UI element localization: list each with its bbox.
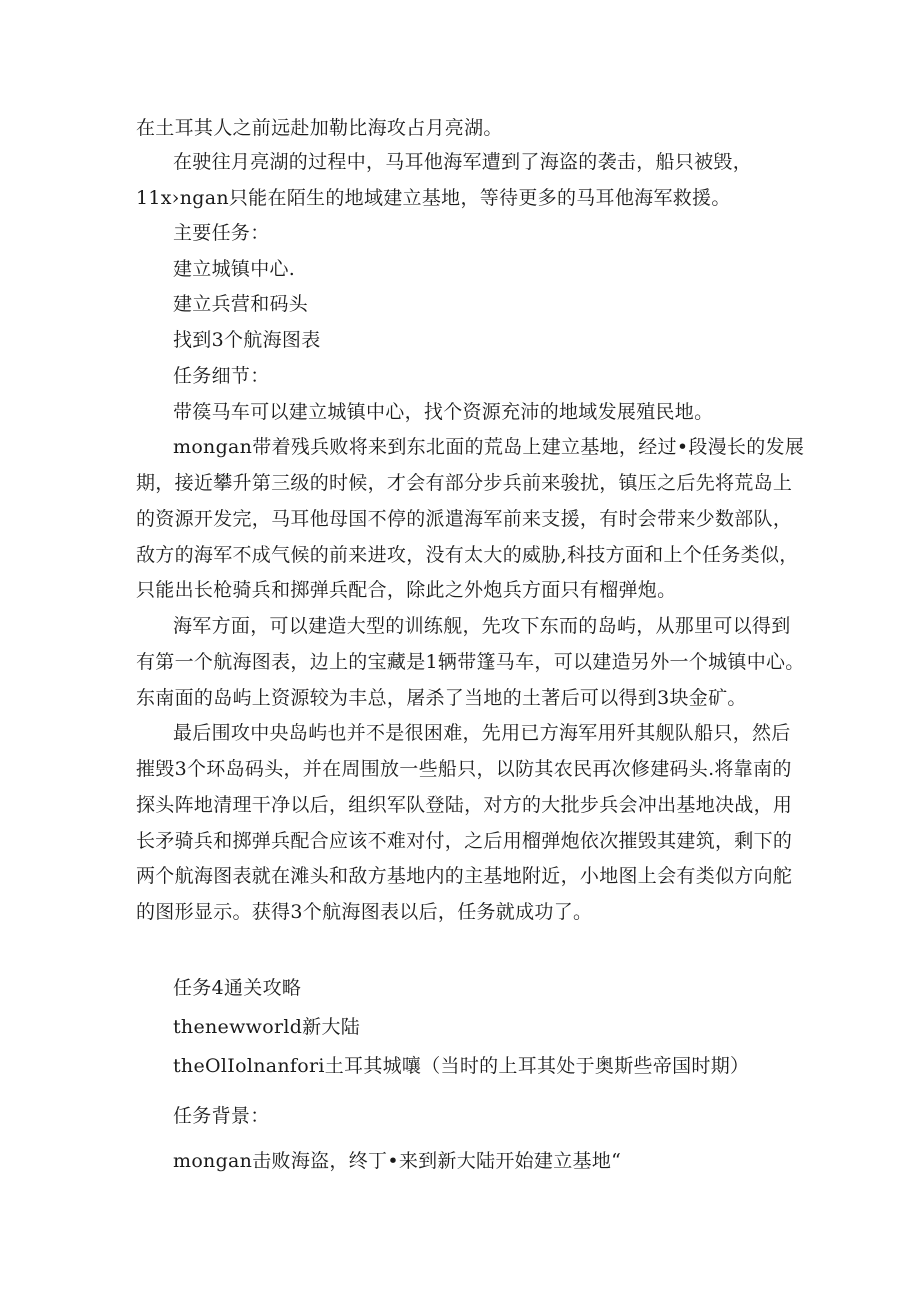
- list-item: 找到3个航海图表: [173, 329, 321, 351]
- list-item: 建立兵营和码头: [173, 293, 309, 315]
- text-line: 的资源开发完，马耳他母国不停的派遣海军前来支援，有时会带来少数部队，: [136, 508, 793, 530]
- text-line: 在驶往月亮湖的过程中，马耳他海军遭到了海盗的袭击，船只被毁，: [173, 151, 753, 173]
- text-line: 有第一个航海图表，边上的宝藏是1辆带篷马车，可以建造另外一个城镇中心。: [136, 651, 805, 673]
- text-line: 两个航海图表就在滩头和敌方基地内的主基地附近，小地图上会有类似方向舵: [136, 865, 793, 887]
- text-line: theOlIolnanfori土耳其城嚷（当时的上耳其处于奥斯些帝国时期）: [173, 1055, 750, 1077]
- text-line: 期，接近攀升第三级的时候，才会有部分步兵前来骏扰，镇压之后先将荒岛上: [136, 472, 793, 494]
- text-line: 的图形显示。获得3个航海图表以后，任务就成功了。: [136, 901, 593, 923]
- text-line: 敌方的海军不成气候的前来进攻，没有太大的威胁,科技方面和上个任务类似，: [136, 544, 799, 566]
- text-line: 最后围攻中央岛屿也并不是很困难，先用已方海军用歼其舰队船只，然后: [173, 722, 791, 744]
- text-line: 在土耳其人之前远赴加勒比海攻占月亮湖。: [136, 117, 503, 139]
- text-line: 东南面的岛屿上资源较为丰总，屠杀了当地的土著后可以得到3块金矿。: [136, 687, 747, 709]
- text-line: 长矛骑兵和掷弹兵配合应该不难对付，之后用榴弹炮依次摧毁其建筑，剩下的: [136, 830, 793, 852]
- section-heading: 任务4通关攻略: [173, 977, 302, 999]
- text-line: 11x›ngan只能在陌生的地域建立基地，等待更多的马耳他海军救援。: [136, 187, 731, 209]
- section-heading: 任务细节：: [173, 365, 270, 387]
- text-line: mongan带着残兵败将来到东北面的荒岛上建立基地，经过•段漫长的发展: [173, 436, 805, 458]
- text-line: 摧毁3个环岛码头，并在周围放一些船只，以防其农民再次修建码头.将靠南的: [136, 758, 792, 780]
- section-heading: 任务背景：: [173, 1105, 270, 1127]
- text-line: 带篌马车可以建立城镇中心，找个资源充沛的地域发展殖民地。: [173, 401, 714, 423]
- text-line: 探头阵地清理干净以后，组织军队登陆，对方的大批步兵会冲出基地决战，用: [136, 794, 793, 816]
- section-heading: 主要任务：: [173, 222, 270, 244]
- text-line: 海军方面，可以建造大型的训练舰，先攻下东而的岛屿，从那里可以得到: [173, 615, 791, 637]
- text-line: 只能出长枪骑兵和掷弹兵配合，除此之外炮兵方面只有榴弹炮。: [136, 579, 677, 601]
- text-line: thenewworld新大陆: [173, 1016, 361, 1038]
- text-line: mongan击败海盗，终丁•来到新大陆开始建立基地“: [173, 1150, 622, 1172]
- list-item: 建立城镇中心.: [173, 258, 296, 280]
